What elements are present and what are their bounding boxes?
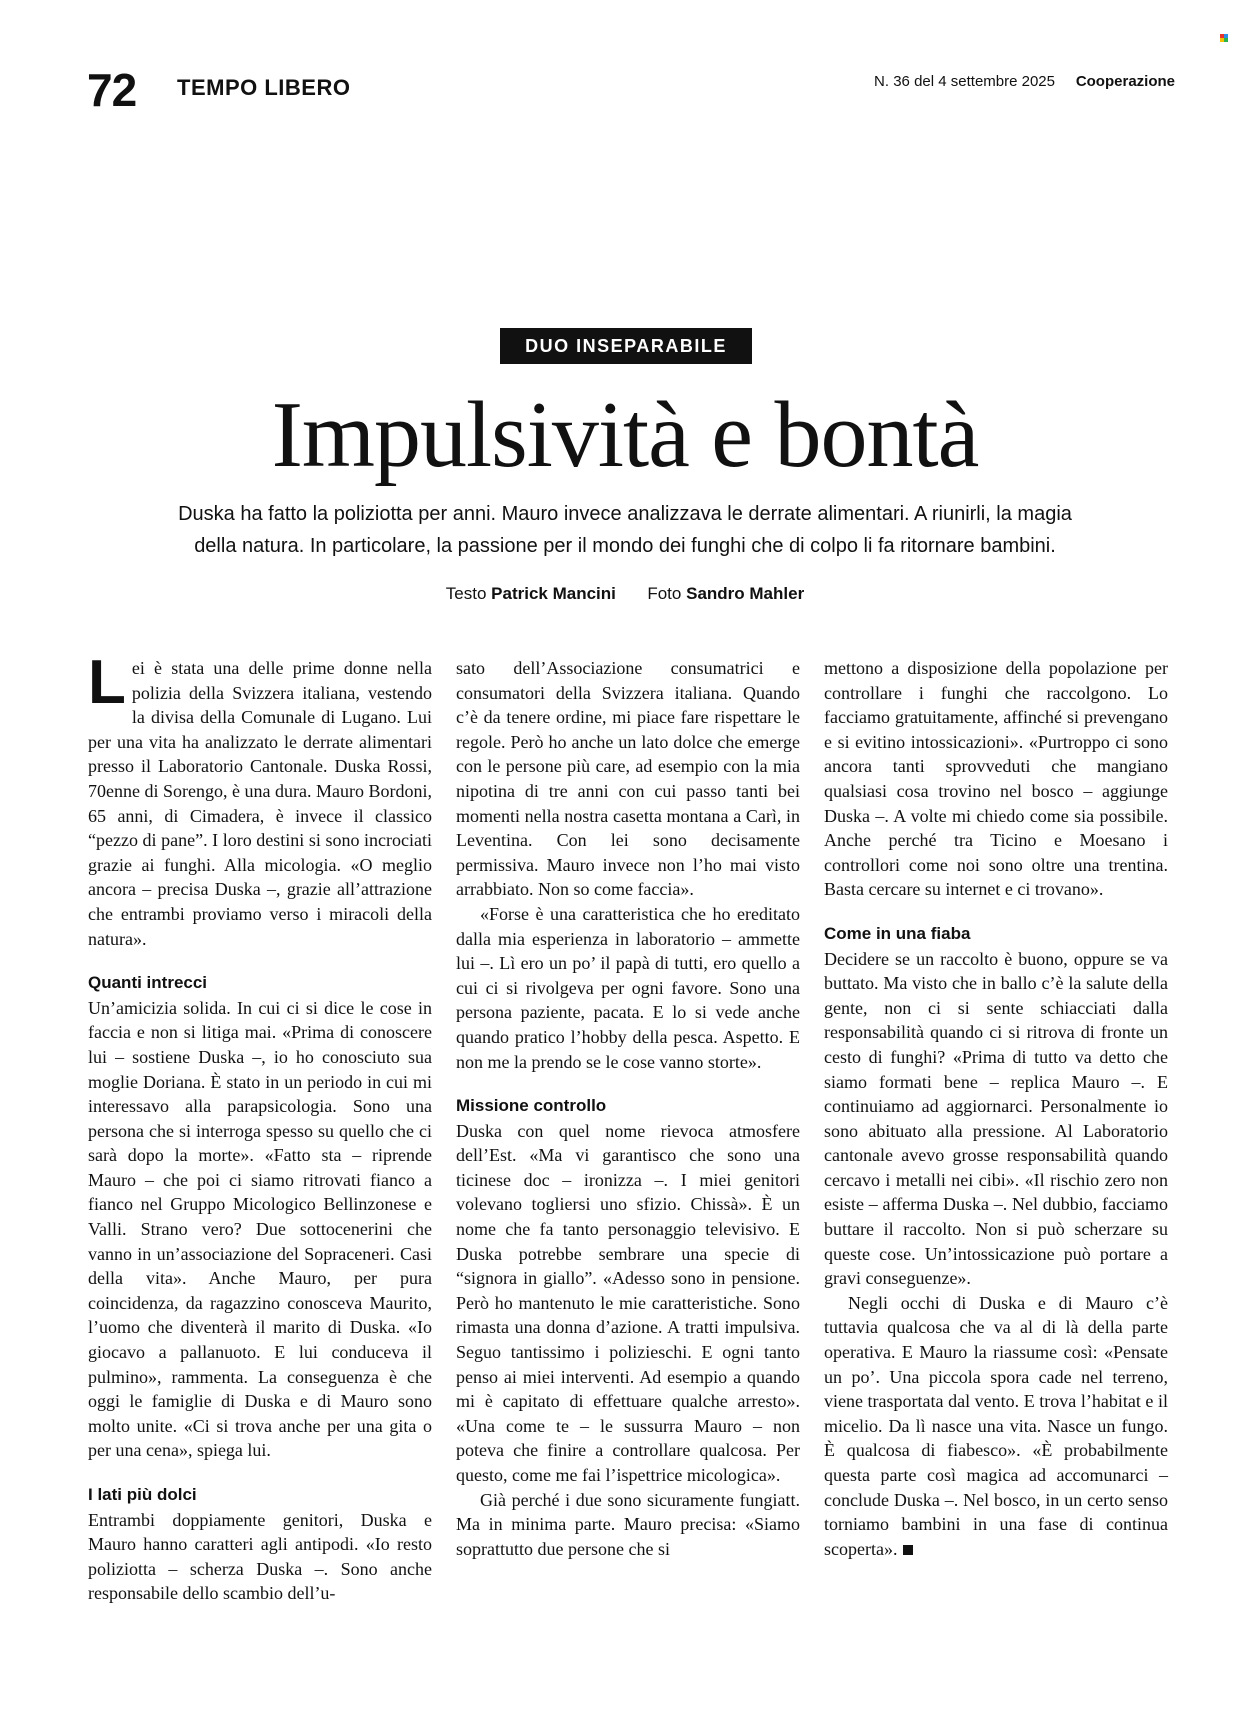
paragraph xyxy=(824,1291,1168,1562)
paragraph: Un’amicizia solida. In cui ci si dice le cose in faccia e non si litiga mai. «Prima di conoscere lui – sostiene Duska –, io ho conosciuto sua moglie Doriana. È stato in un periodo in cui mi interessavo alla parapsicologia. Sono una persona che si interroga spesso su quello che ci sarà dopo la morte». «Fatto sta – riprende Mauro – che poi ci siamo ritrovati fianco a fianco nel Gruppo Micologico Bellinzonese e Valli. Strano vero? Due sottocenerini che vanno in un’associazione del Sopraceneri. Casi della vita». Anche Mauro, per pura coincidenza, da ragazzino conosceva Maurito, l’uomo che diventerà il marito di Duska. «Io giocavo a pallanuoto. E lui conduceva il pulmino», rammenta. La conseguenza è che oggi le famiglie di Duska e di Mauro sono molto unite. «Ci si trova anche per una gita o per una cena», spiega lui. xyxy=(88,997,432,1461)
page-header xyxy=(87,66,1175,114)
lead-line-2: della natura. In particolare, la passione per il mondo dei funghi che di colpo li fa ritornare bambini. xyxy=(194,535,1056,557)
kicker-text: DUO INSEPARABILE xyxy=(525,336,727,356)
paragraph: Decidere se un raccolto è buono, oppure se va buttato. Ma visto che in ballo c’è la salute della gente, non ci si sente schiacciati dalla responsabilità quando ci si ritrova di fronte un cesto di funghi? «Prima di tutto va detto che siamo formati bene – replica Mauro –. E continuiamo ad aggiornarci. Personalmente io sono abituato alla pressione. Al Laboratorio cantonale avevo grosse responsabilità quando cercavo i metalli nei cibi». «Il rischio zero non esiste – afferma Duska –. Nel dubbio, facciamo buttare il raccolto. Non si può scherzare su queste cose. Un’intossicazione può portare a gravi conseguenze». xyxy=(824,948,1168,1289)
subheading: Quanti intrecci xyxy=(88,973,208,993)
subheading: Missione controllo xyxy=(456,1096,607,1116)
paragraph: sato dell’Associazione consumatrici e consumatori della Svizzera italiana. Quando c’è da tenere ordine, mi piace fare rispettare le regole. Però ho anche un lato dolce che emerge con le persone più care, ad esempio con la mia nipotina di tre anni con cui passo tanti bei momenti nella nostra casetta montana a Carì, in Leventina. Con lei sono decisamente permissiva. Mauro invece non l’ho mai visto arrabbiato. Non so come faccia». xyxy=(456,658,800,900)
lead-paragraph xyxy=(120,498,1130,562)
byline-text-label: Testo xyxy=(445,584,487,603)
headline: Impulsività e bontà xyxy=(271,383,979,487)
byline-text-author: Patrick Mancini xyxy=(491,584,616,603)
registration-mark-icon xyxy=(1220,34,1228,42)
page-number: 72 xyxy=(87,64,137,116)
dropcap: L xyxy=(88,648,126,717)
byline-photo-author: Sandro Mahler xyxy=(686,584,805,603)
kicker-badge xyxy=(500,328,752,364)
paragraph: Entrambi doppiamente genitori, Duska e Mauro hanno caratteri agli antipodi. «Io resto poliziotta – scherza Duska –. Sono anche responsabile dello scambio dell’u- xyxy=(88,1509,432,1604)
subheading: I lati più dolci xyxy=(88,1485,197,1504)
byline-photo-label: Foto xyxy=(647,584,682,603)
subheading: Come in una fiaba xyxy=(824,923,971,943)
section-name: TEMPO LIBERO xyxy=(177,75,351,100)
paragraph: Duska con quel nome rievoca atmosfere dell’Est. «Ma vi garantisco che sono una ticinese doc – ironizza –. I miei genitori volevano togliersi uno sfizio. Chissà». È un nome che fa tanto personaggio televisivo. E Duska potrebbe sembrare una specie di “signora in giallo”. «Adesso sono in pensione. Però ho mantenuto le mie caratteristiche. Sono rimasta una donna d’azione. A tratti impulsiva. Seguo tantissimo i polizieschi. E ogni tanto penso ai miei interventi. Ad esempio a quando mi è capitato di effettuare qualche arresto». «Una come te – le sussurra Mauro – non poteva che finire a controllare qualcosa. Per questo, come me fai l’ispettrice micologica». xyxy=(456,1120,800,1485)
lead-line-1: Duska ha fatto la poliziotta per anni. Mauro invece analizzava le derrate alimentari. A riunirli, la magia xyxy=(178,503,1072,525)
paragraph: «Forse è una caratteristica che ho ereditato dalla mia esperienza in laboratorio – ammette lui –. Lì ero un po’ il papà di tutti, ero quello a cui ci si rivolgeva per ogni favore. Sono una persona paziente, pacata. E lo si vede anche quando pratico l’hobby della pesca. Aspetto. E non me la prendo se le cose vanno storte». xyxy=(456,903,800,1072)
paragraph-text: Negli occhi di Duska e di Mauro c’è tuttavia qualcosa che va al di là della parte operativa. E Mauro la riassume così: «Pensate un po’. Una piccola spora cade nel terreno, viene trasportata dal vento. E trova l’habitat e il micelio. Da lì nasce una vita. Nasce un fungo. È qualcosa di fiabesco». «È probabilmente questa parte così magica ad accomunarci – conclude Duska –. Nel bosco, in un certo senso torniamo bambini in una fase di continua scoperta». xyxy=(824,1292,1168,1559)
paragraph-text: ei è stata una delle prime donne nella polizia della Svizzera italiana, vestendo la divisa della Comunale di Lugano. Lui per una vita ha analizzato le derrate alimentari presso il Laboratorio Cantonale. Duska Rossi, 70enne di Sorengo, è una dura. Mauro Bordoni, 65 anni, di Cimadera, è invece il classico “pezzo di pane”. I loro destini si sono incrociati grazie ai funghi. Alla micologia. «O meglio ancora – precisa Duska –, grazie all’attrazione che entrambi proviamo verso i miracoli della natura». xyxy=(88,658,432,949)
paragraph xyxy=(88,648,432,951)
paragraph: mettono a disposizione della popolazione per controllare i funghi che raccolgono. Lo facciamo gratuitamente, affinché si prevengano e si evitino intossicazioni». «Purtroppo ci sono ancora tanti sprovveduti che mangiano qualsiasi cosa trovino nel bosco – aggiunge Duska –. A volte mi chiedo come sia possibile. Anche perché tra Ticino e Moesano i controllori come noi sono oltre una trentina. Basta cercare su internet e ci trovano». xyxy=(824,658,1168,900)
issue-info: N. 36 del 4 settembre 2025 xyxy=(874,73,1055,90)
paragraph: Già perché i due sono sicuramente fungiatt. Ma in minima parte. Mauro precisa: «Siamo soprattutto due persone che si xyxy=(456,1489,800,1559)
byline xyxy=(0,582,1250,606)
article-column-1 xyxy=(88,648,432,1606)
end-of-article-icon xyxy=(903,1545,913,1555)
publication-name: Cooperazione xyxy=(1075,73,1175,90)
article-column-3 xyxy=(824,656,1168,1561)
article-column-2 xyxy=(456,656,800,1561)
